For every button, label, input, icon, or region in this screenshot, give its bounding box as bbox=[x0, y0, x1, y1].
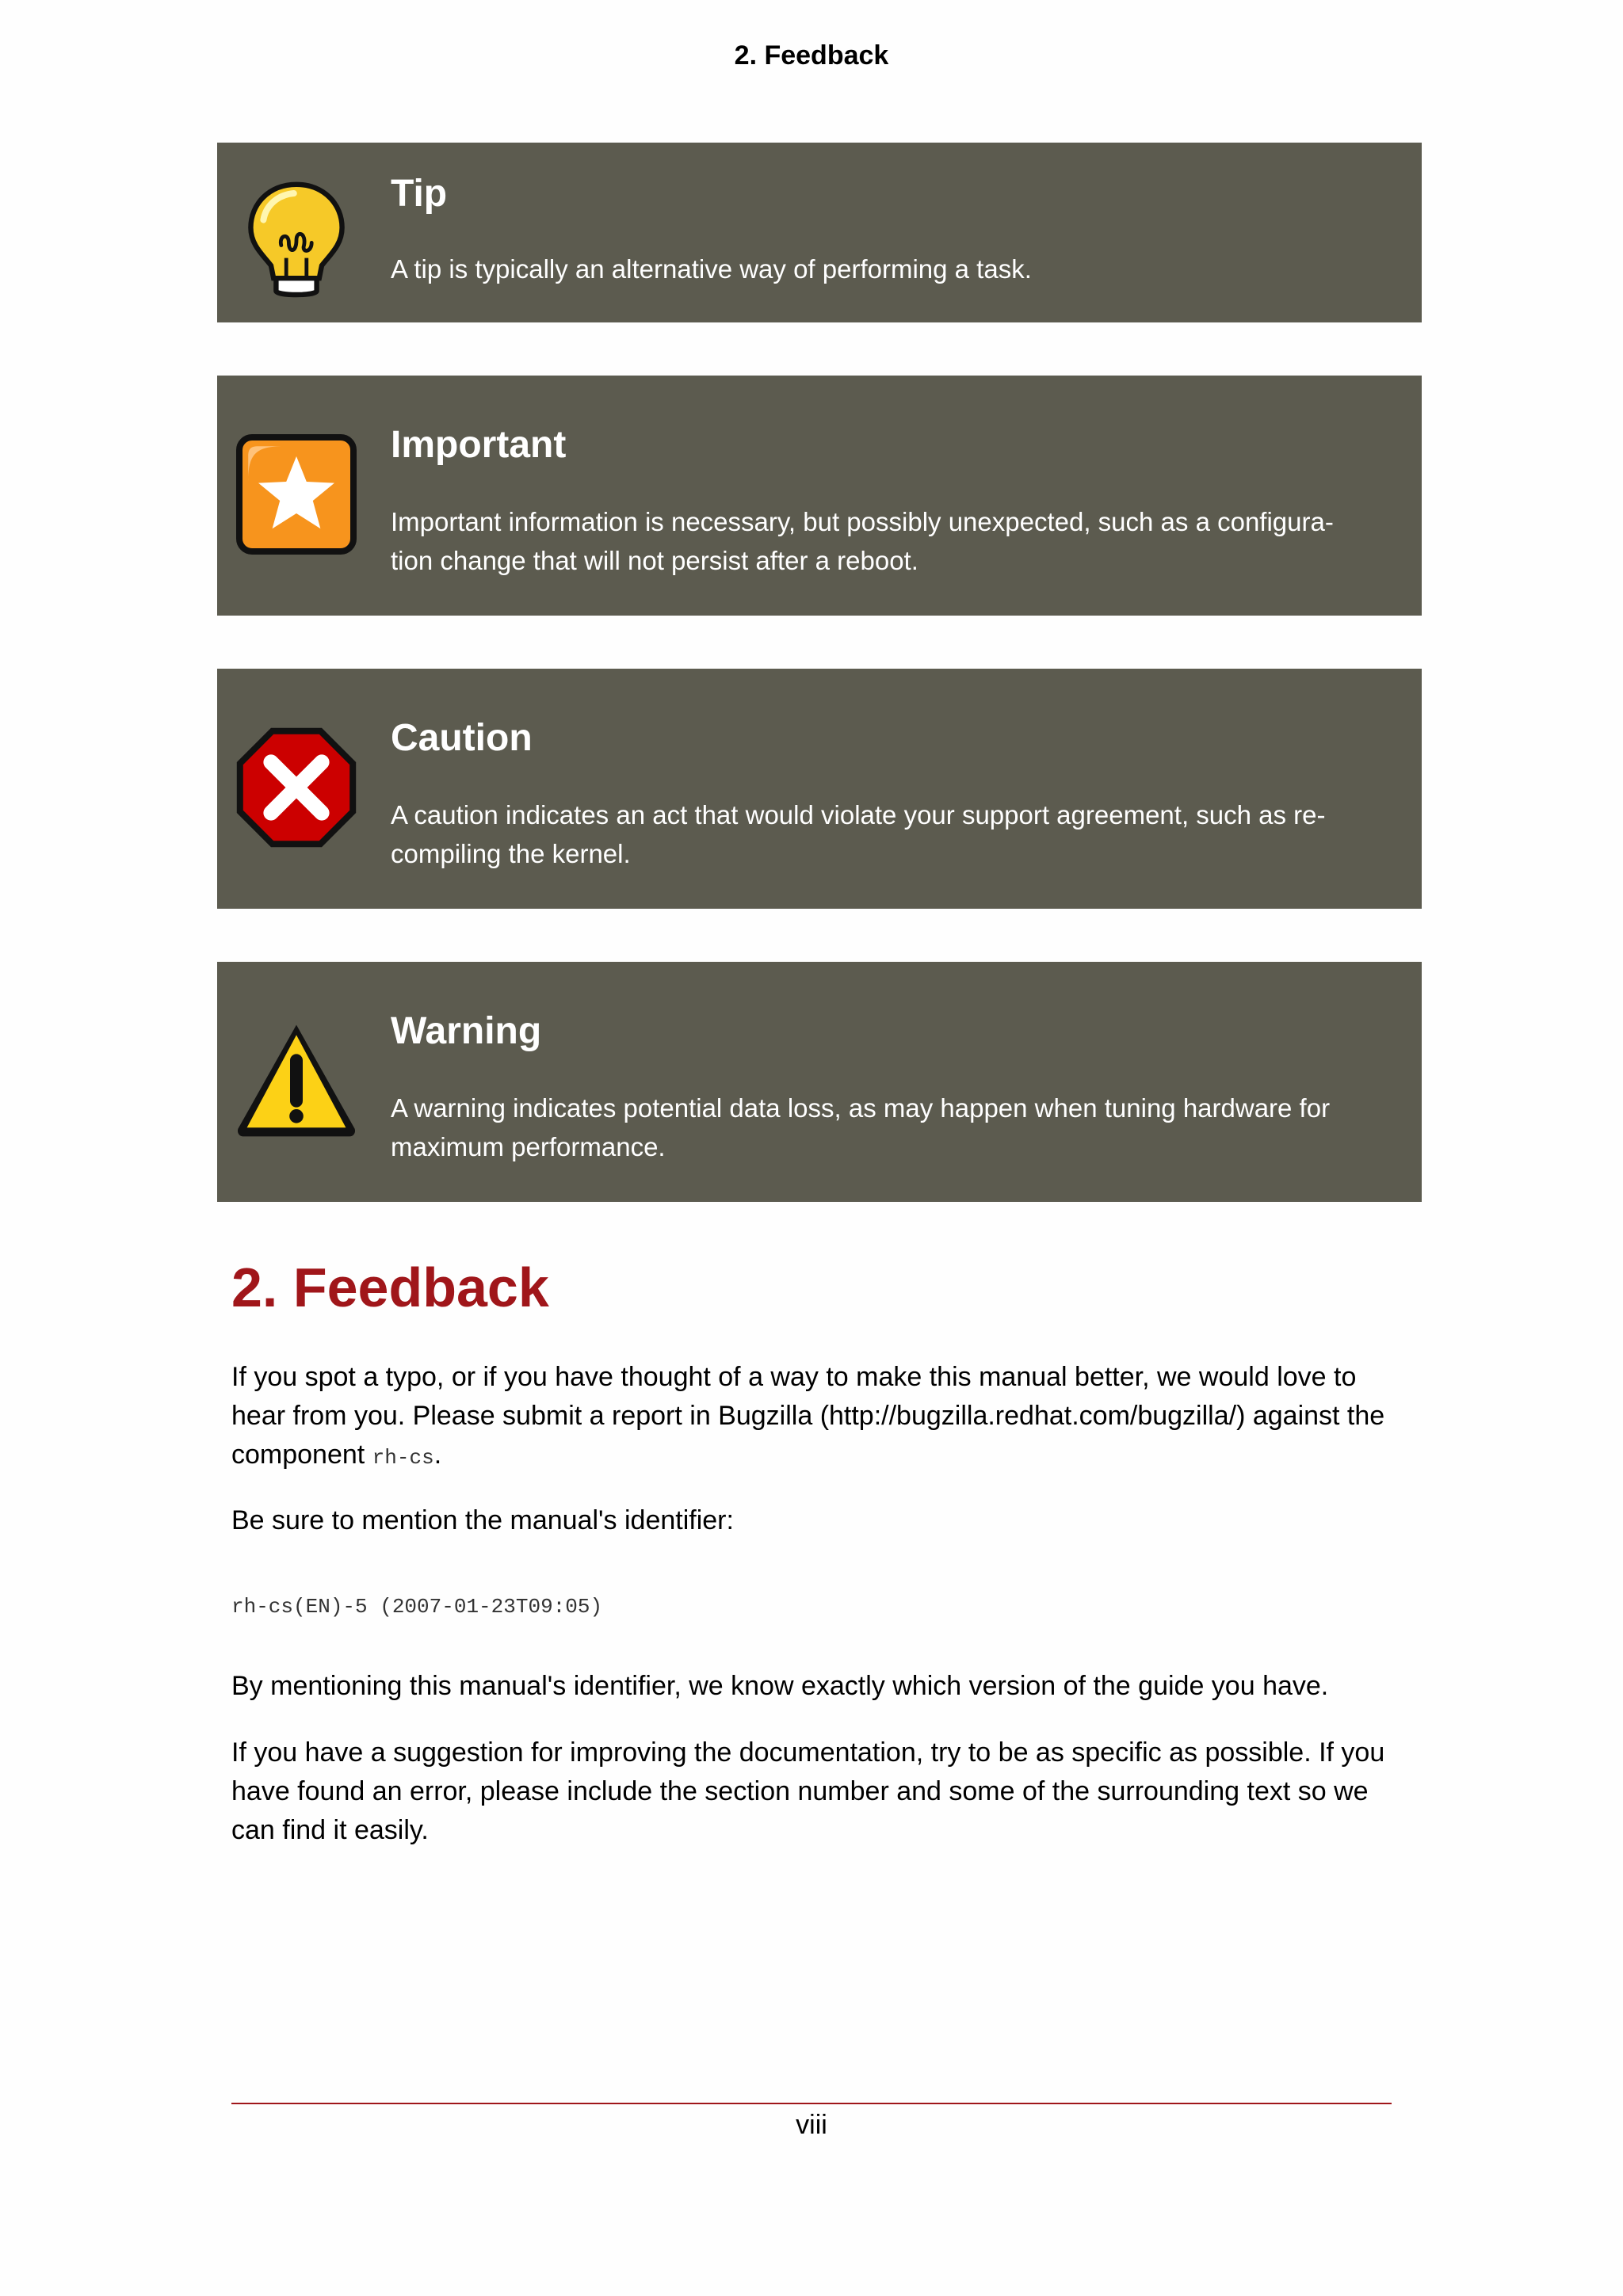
caution-title: Caution bbox=[391, 717, 533, 759]
identifier-intro: Be sure to mention the manual's identifier: bbox=[231, 1505, 734, 1535]
tip-admonition bbox=[217, 143, 1422, 322]
manual-identifier: rh-cs(EN)-5 (2007-01-23T09:05) bbox=[231, 1595, 603, 1619]
running-header: 2. Feedback bbox=[734, 40, 889, 71]
lightbulb-icon bbox=[233, 174, 360, 301]
important-admonition bbox=[217, 376, 1422, 616]
feedback-paragraph-text: If you spot a typo, or if you have thought of a way to make this manual better, we would love to hear from you. Please submit a report in Bugzilla (http://bugzilla.redhat.com/bugzilla/) against the component bbox=[231, 1362, 1385, 1470]
tip-text: A tip is typically an alternative way of performing a task. bbox=[391, 254, 1032, 284]
suggestion-paragraph: If you have a suggestion for improving the documentation, try to be as specific as possible. If you have found an error, please include the section number and some of the surrounding text so we can find it easily. bbox=[231, 1737, 1385, 1845]
tip-title: Tip bbox=[391, 173, 448, 215]
important-title: Important bbox=[391, 424, 567, 466]
caution-text: A caution indicates an act that would violate your support agreement, such as re- compiling the kernel. bbox=[391, 800, 1326, 868]
warning-triangle-icon bbox=[233, 1017, 360, 1144]
caution-admonition bbox=[217, 669, 1422, 909]
page-number: viii bbox=[796, 2110, 827, 2140]
warning-title: Warning bbox=[391, 1010, 542, 1052]
warning-text: A warning indicates potential data loss, as may happen when tuning hardware for maximum performance. bbox=[391, 1093, 1331, 1161]
section-heading: 2. Feedback bbox=[231, 1257, 549, 1318]
important-text: Important information is necessary, but possibly unexpected, such as a configura- tion change that will not persist after a reboot. bbox=[391, 507, 1334, 575]
feedback-paragraph bbox=[231, 1358, 1396, 1478]
identifier-explanation: By mentioning this manual's identifier, we know exactly which version of the guide you have. bbox=[231, 1671, 1329, 1701]
footer-rule bbox=[231, 2103, 1392, 2104]
star-icon bbox=[233, 431, 360, 558]
stop-x-icon bbox=[233, 724, 360, 851]
feedback-paragraph-end: . bbox=[433, 1440, 442, 1470]
component-code: rh-cs bbox=[372, 1446, 434, 1470]
warning-admonition bbox=[217, 962, 1422, 1202]
